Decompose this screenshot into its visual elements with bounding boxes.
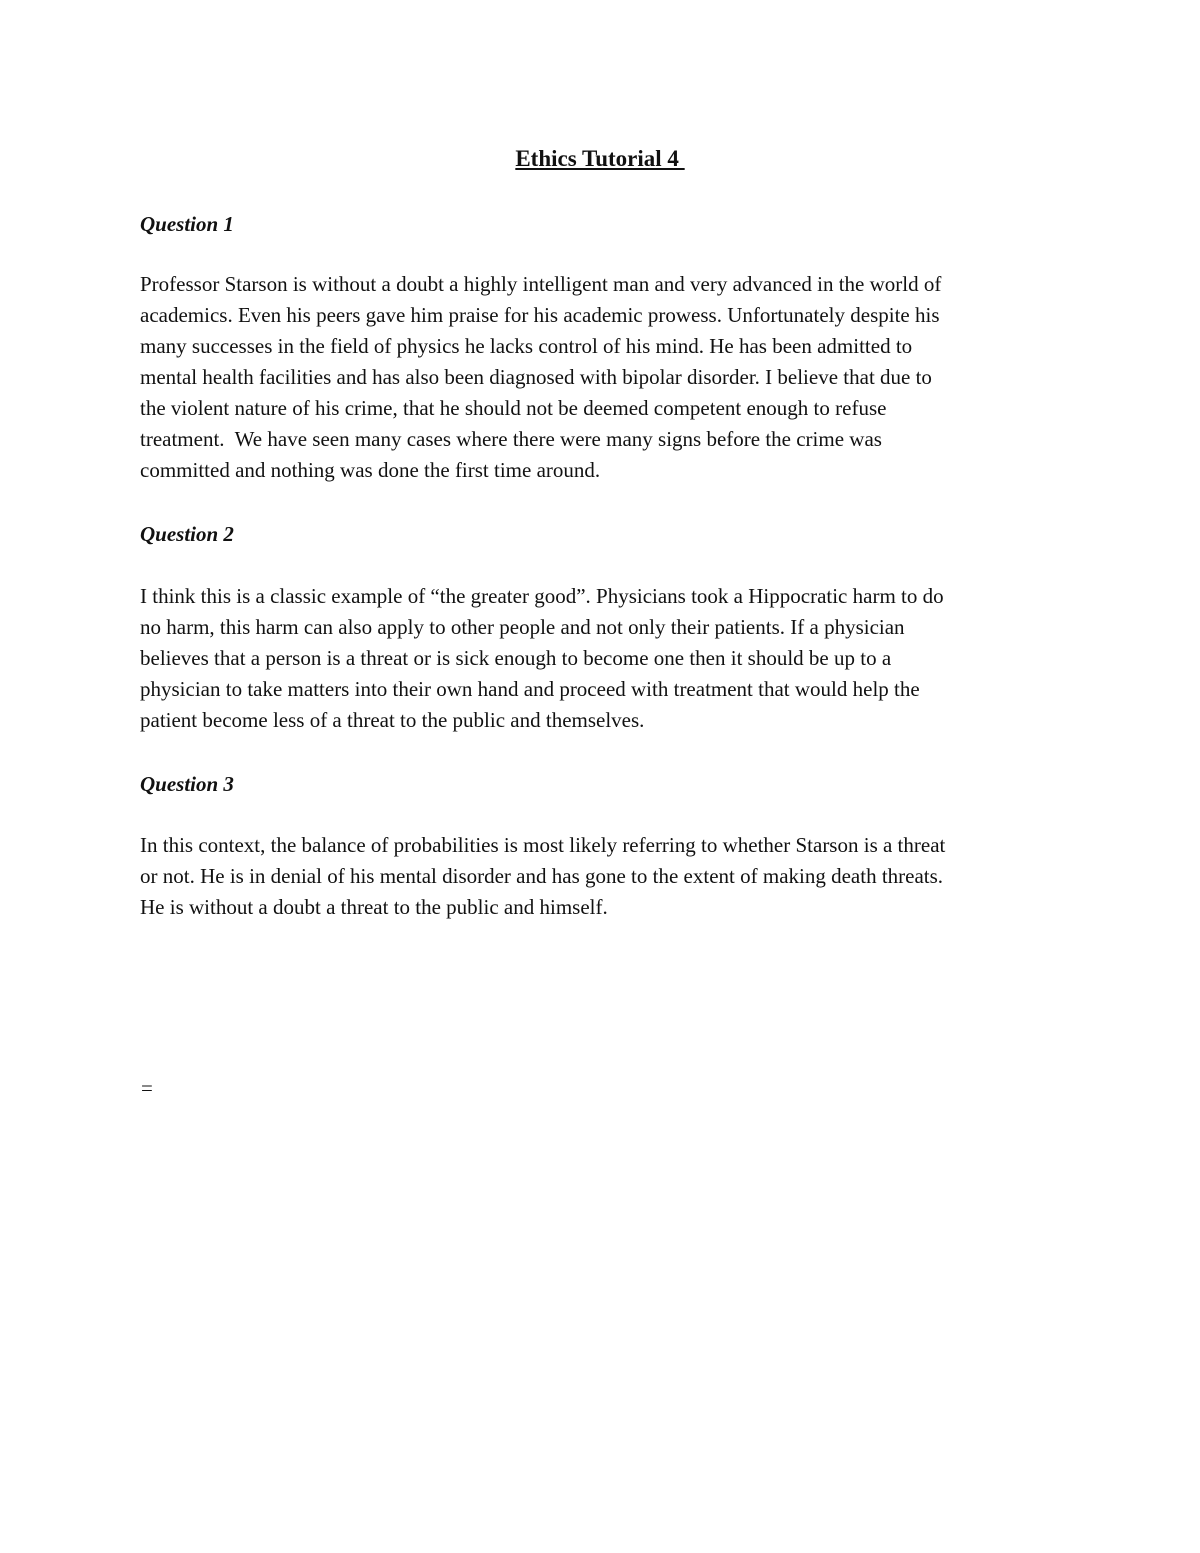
trailing-equals-mark: = bbox=[141, 1076, 153, 1100]
answer-line: the violent nature of his crime, that he should not be deemed competent enough to refuse bbox=[140, 396, 887, 420]
question-1-heading: Question 1 bbox=[140, 212, 234, 236]
answer-line: mental health facilities and has also been diagnosed with bipolar disorder. I believe that due to bbox=[140, 365, 932, 389]
answer-line: committed and nothing was done the first time around. bbox=[140, 458, 601, 482]
answer-line: or not. He is in denial of his mental disorder and has gone to the extent of making death threats. bbox=[140, 864, 944, 888]
answer-line: many successes in the field of physics he lacks control of his mind. He has been admitted to bbox=[140, 334, 913, 358]
question-2-answer bbox=[140, 581, 1070, 736]
answer-line: Professor Starson is without a doubt a highly intelligent man and very advanced in the world of bbox=[140, 272, 942, 296]
answer-line: no harm, this harm can also apply to other people and not only their patients. If a physician bbox=[140, 615, 905, 639]
question-3-answer bbox=[140, 830, 1070, 923]
answer-line: treatment. We have seen many cases where there were many signs before the crime was bbox=[140, 427, 882, 451]
question-1-answer bbox=[140, 269, 1070, 486]
answer-line: He is without a doubt a threat to the public and himself. bbox=[140, 895, 608, 919]
answer-line: believes that a person is a threat or is sick enough to become one then it should be up to a bbox=[140, 646, 892, 670]
answer-line: I think this is a classic example of “the greater good”. Physicians took a Hippocratic harm to do bbox=[140, 584, 944, 608]
question-3-heading: Question 3 bbox=[140, 772, 234, 796]
document-title: Ethics Tutorial 4 bbox=[515, 146, 685, 171]
answer-line: physician to take matters into their own hand and proceed with treatment that would help the bbox=[140, 677, 920, 701]
question-2-heading: Question 2 bbox=[140, 522, 234, 546]
answer-line: patient become less of a threat to the public and themselves. bbox=[140, 708, 645, 732]
answer-line: In this context, the balance of probabilities is most likely referring to whether Starson is a threat bbox=[140, 833, 946, 857]
answer-line: academics. Even his peers gave him praise for his academic prowess. Unfortunately despite his bbox=[140, 303, 940, 327]
